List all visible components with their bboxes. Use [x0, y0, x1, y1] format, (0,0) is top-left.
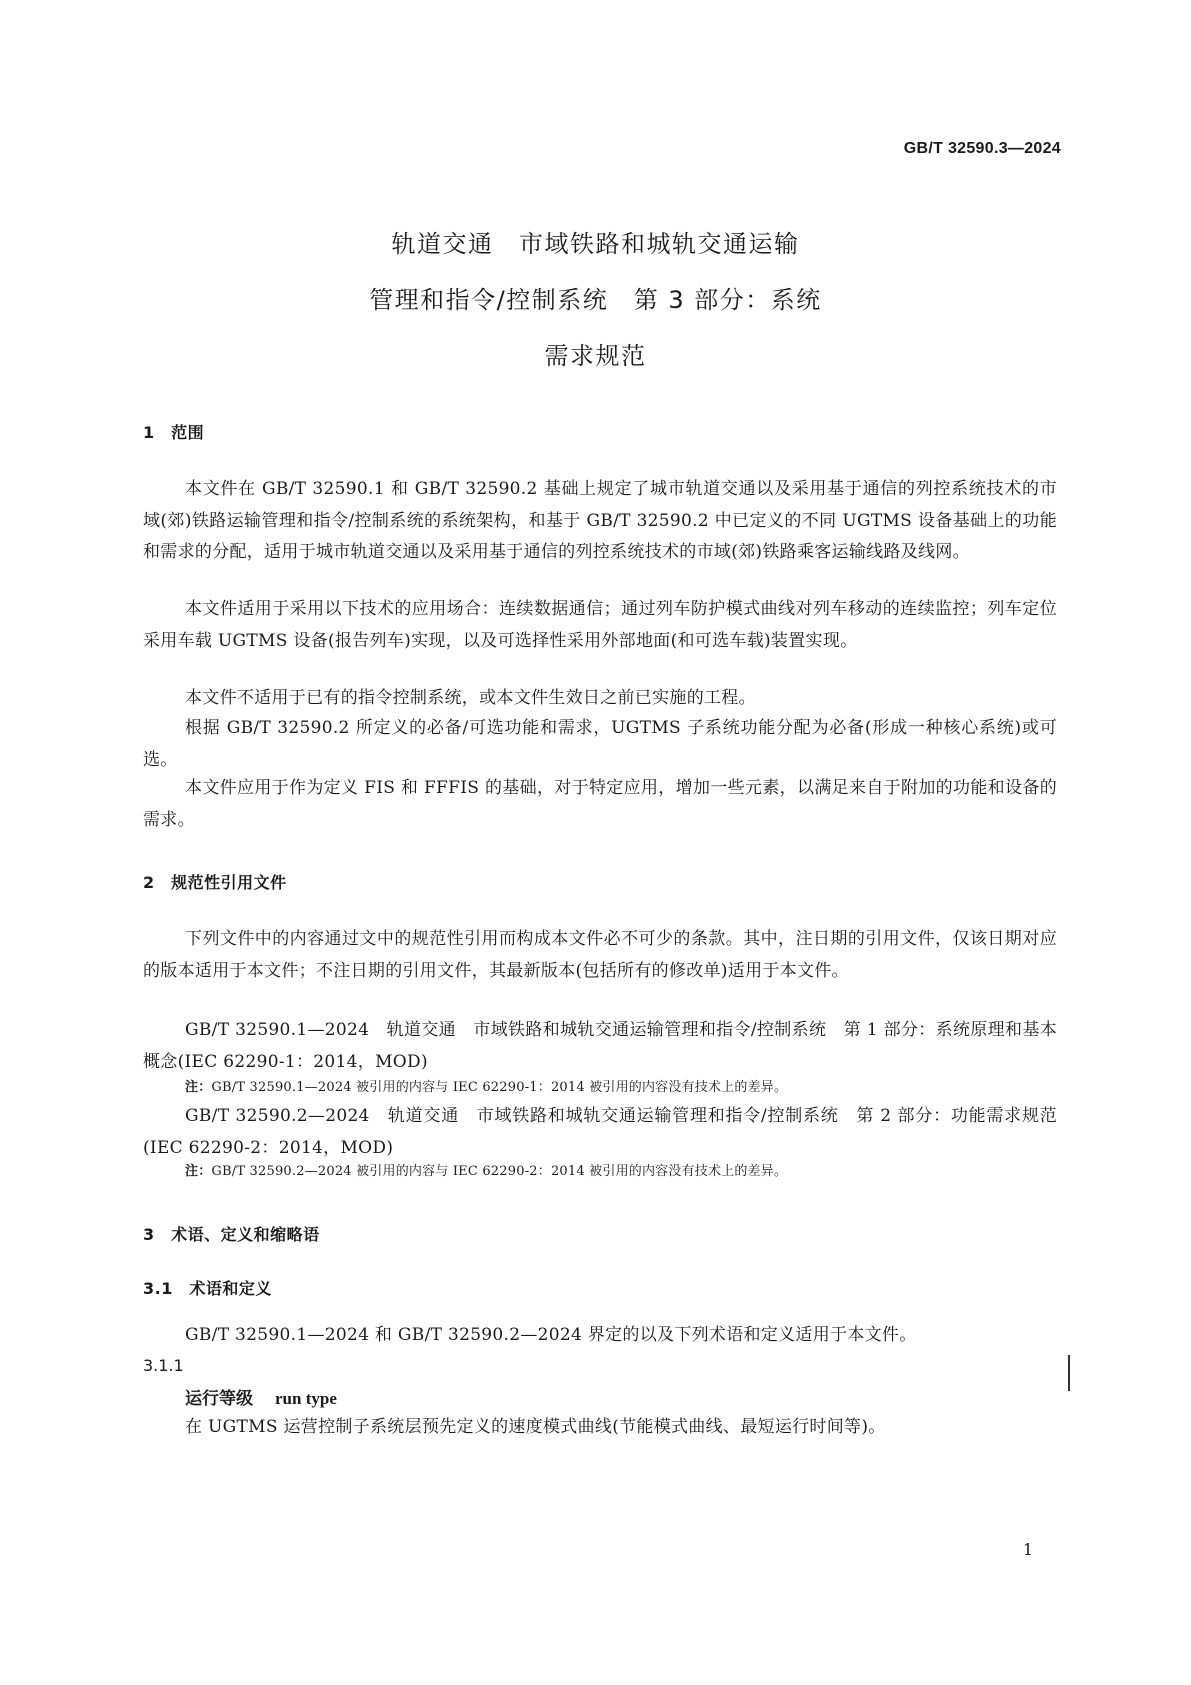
- title-line-1: 轨道交通 市域铁路和城轨交通运输: [391, 230, 800, 258]
- section-3-1-intro: GB/T 32590.1—2024 和 GB/T 32590.2—2024 界定的以及下列术语和定义适用于本文件。: [185, 1325, 917, 1345]
- section-1-paragraph-4: 根据 GB/T 32590.2 所定义的必备/可选功能和需求，UGTMS 子系统功能分配为必备(形成一种核心系统)或可选。: [143, 718, 1057, 770]
- standard-code: GB/T 32590.3—2024: [903, 140, 1061, 157]
- section-1-paragraph-3: 本文件不适用于已有的指令控制系统，或本文件生效日之前已实施的工程。: [185, 688, 756, 708]
- note-label: 注：: [185, 1080, 212, 1095]
- reference-1: GB/T 32590.1—2024 轨道交通 市域铁路和城轨交通运输管理和指令/控制系统 第 1 部分：系统原理和基本概念(IEC 62290-1：2014，MOD): [143, 1020, 1057, 1072]
- term-english: run type: [275, 1389, 337, 1408]
- page-number: 1: [1022, 1540, 1033, 1559]
- reference-2-note: [185, 1162, 1055, 1182]
- reference-2: GB/T 32590.2—2024 轨道交通 市域铁路和城轨交通运输管理和指令/控制系统 第 2 部分：功能需求规范(IEC 62290-2：2014，MOD): [143, 1106, 1057, 1158]
- term-number: 3.1.1: [143, 1356, 184, 1375]
- term-entry: [185, 1384, 337, 1409]
- section-3-heading: 3 术语、定义和缩略语: [143, 1225, 320, 1244]
- section-2-heading: 2 规范性引用文件: [143, 873, 287, 892]
- term-definition: 在 UGTMS 运营控制子系统层预先定义的速度模式曲线(节能模式曲线、最短运行时间等)。: [185, 1417, 886, 1437]
- section-1-paragraph-5: 本文件应用于作为定义 FIS 和 FFFIS 的基础，对于特定应用，增加一些元素，以满足来自于附加的功能和设备的需求。: [143, 778, 1057, 830]
- section-2-intro: 下列文件中的内容通过文中的规范性引用而构成本文件必不可少的条款。其中，注日期的引用文件，仅该日期对应的版本适用于本文件；不注日期的引用文件，其最新版本(包括所有的修改单)适用于本文件。: [143, 929, 1057, 981]
- note-text: GB/T 32590.1—2024 被引用的内容与 IEC 62290-1：2014 被引用的内容没有技术上的差异。: [211, 1080, 788, 1095]
- reference-1-note: [185, 1078, 1055, 1098]
- title-line-3: 需求规范: [544, 342, 647, 370]
- term-chinese: 运行等级: [185, 1389, 253, 1409]
- note-text: GB/T 32590.2—2024 被引用的内容与 IEC 62290-2：2014 被引用的内容没有技术上的差异。: [211, 1164, 788, 1179]
- section-3-1-heading: 3.1 术语和定义: [143, 1279, 272, 1298]
- document-title: [0, 216, 1191, 384]
- note-label: 注：: [185, 1164, 212, 1179]
- section-1-paragraph-2: 本文件适用于采用以下技术的应用场合：连续数据通信；通过列车防护模式曲线对列车移动的连续监控；列车定位采用车载 UGTMS 设备(报告列车)实现，以及可选择性采用外部地面(和可选车载)装置实现。: [143, 599, 1057, 651]
- change-bar: [1068, 1355, 1070, 1391]
- title-line-2: 管理和指令/控制系统 第 3 部分：系统: [369, 286, 822, 314]
- section-1-heading: 1 范围: [143, 423, 205, 442]
- section-1-paragraph-1: 本文件在 GB/T 32590.1 和 GB/T 32590.2 基础上规定了城市轨道交通以及采用基于通信的列控系统技术的市域(郊)铁路运输管理和指令/控制系统的系统架构，和基于 GB/T 32590.2 中已定义的不同 UGTMS 设备基础上的功能和需求的分配，适用于城市轨道交通以及采用基于通信的列控系统技术的市域(郊)铁路乘客运输线路及线网。: [143, 479, 1057, 563]
